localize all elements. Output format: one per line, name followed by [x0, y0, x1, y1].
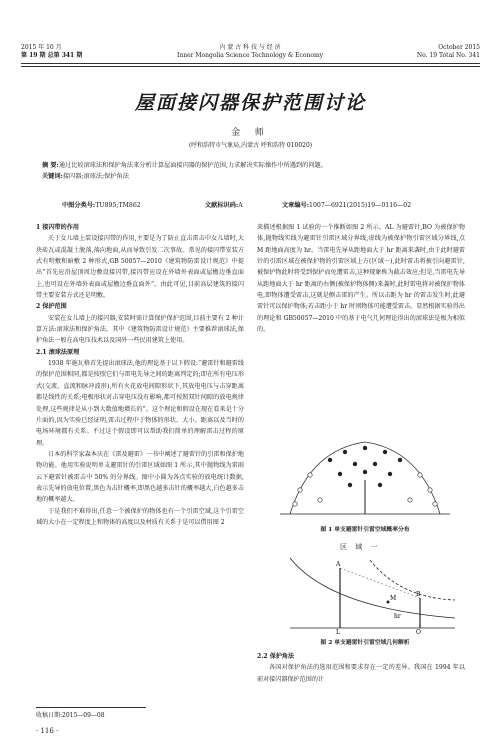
- figure-1-caption: 图 1 单支避雷针引雷空域概率分布: [320, 527, 410, 533]
- paragraph: 关于女儿墙上装设接闪带的作用,主要是为了防止直击雷击中女儿墙时,大块砖瓦或混凝土脱落,落向地面,从而导致引发二次事故。常见的接闪带安装方式有明敷和暗敷 2 种形式,GB 50057—2010《建筑物防雷设计规范》中提出“首先应沿屋顶周边敷设接闪带,接闪带应设在外墙外表面或屋檐边垂直面上,也可设在外墙外表面或屋檐边垂直面外”。由此可见,目前高层建筑的接闪带主要安装方式还是明敷。: [36, 235, 244, 300]
- section-heading-1: 1 接闪带的作用: [36, 224, 79, 231]
- article-number-label: 文章编号:: [282, 202, 310, 209]
- doc-code-label: 文献标识码:: [205, 202, 239, 209]
- classification: [62, 200, 141, 209]
- figure-1: [270, 430, 460, 520]
- keywords: [36, 171, 466, 182]
- classification-text: TU895;TM862: [95, 202, 141, 209]
- header-rule: [21, 63, 480, 64]
- journal-name-cn: 内 蒙 古 科 技 与 经 济: [219, 44, 281, 51]
- fig2-region-label: 区 域 一: [340, 543, 381, 551]
- keywords-text: 接闪器;滚球法;保护角法: [62, 173, 129, 180]
- journal-name-en: Inner Mongolia Science Technology & Economy: [176, 52, 324, 59]
- right-column-bottom: [257, 651, 465, 685]
- fig2-label-b: B: [416, 591, 421, 598]
- paragraph: 于是我们不难得出,任意一个被保护的物体也有一个引雷空域,这个引雷空域的大小在一定程度上和物体的高度以及材质有关系于是可以借用图 2: [36, 507, 244, 526]
- right-column: [257, 222, 465, 335]
- doc-code: [205, 200, 243, 209]
- fig2-label-hr: hr: [394, 613, 401, 620]
- article-number: [282, 200, 411, 209]
- classification-label: 中图分类号:: [62, 202, 96, 209]
- left-column: [36, 222, 244, 528]
- affiliation: (呼和浩特市气象局,内蒙古 呼和浩特 010020): [188, 142, 313, 149]
- journal-issue-en: No. 19 Total No. 341: [416, 52, 480, 59]
- paragraph: 各国对保护角法的选用范围和要求存在一定的差异。我国在 1994 年以前对接闪器保护范围的计: [257, 664, 465, 683]
- abstract-text: 通过比较滚球法和保护角法来分析计算屋面接闪器的保护范围,力求解决实际操作中所遇到的问题。: [58, 162, 327, 169]
- paragraph: 安装在女儿墙上的接闪器,安装时需计算保护保护范围,目前主要有 2 种计算方法:滚球法和保护角法。其中《建筑物防雷设计规范》主要推荐滚球法,保护角法一般在高电压技术以及国外一些民用建筑上使用。: [36, 314, 244, 345]
- fig2-label-m: M: [390, 595, 397, 602]
- journal-date-issue-en: [417, 44, 480, 60]
- subsection-heading-2-1: 2.1 滚球法原理: [36, 348, 80, 356]
- figure-2: [270, 538, 460, 634]
- keywords-label: 关键词:: [42, 173, 63, 180]
- received-date: 收稿日期:2015—09—08: [36, 712, 105, 719]
- journal-issue: 第 19 期 总第 341 期: [21, 52, 83, 59]
- abstract: [36, 160, 466, 171]
- journal-date-en: October 2015: [438, 44, 480, 51]
- figure-2-caption: 图 2 单支避雷针引雷空域几何解析: [320, 640, 410, 646]
- journal-name: [150, 44, 350, 60]
- header-rule-thin: [21, 66, 480, 67]
- article-number-text: 1007—6921(2015)19—0116—02: [309, 202, 412, 209]
- figure-2-graphic: [270, 538, 460, 634]
- author: 金 师: [231, 128, 270, 138]
- fig2-label-a: A: [336, 561, 341, 568]
- abstract-label: 摘 要:: [42, 162, 59, 169]
- fig2-label-l: L: [336, 629, 340, 634]
- journal-date-issue: [21, 44, 82, 60]
- paper-title: 屋面接闪器保护范围讨论: [134, 92, 366, 114]
- paragraph: 1938 年施瓦格首先提出滚球法,他的理论基于以下假设:“避雷针和避雷线的保护范围相同,都是按照它们与雷电先导之间的距离判定的;即在所有电压形式(交流、直流和脉冲波形),所有火花放电间隙形状下,其放电电压与击穿距离都是线性的关系;电极形状对击穿电压没有影响,都可按照双针间隙的放电规律处理,这些规律是从小到大数值地增长的”。这个理论和假设在现在看来是十分片面的,因为实验已经证明,雷击过程中于物体的形状、大小、距离以及当时的电场环境都有关系。不过这个假设即可以帮助我们简单的理解雷击过程的原理。: [36, 360, 244, 447]
- paragraph: 来描述根据图 1 试验的一个推断如图 2 所示。AL 为避雷针,BO 为被保护物体,抛物线实线为避雷针引雷区域分界线,虚线为被保护物引雷区域分界线,点 M 距地面高度为 hr。当雷电先导从距地面大于 hr 距离来袭时,由于此时避雷针的引雷区域在被保护物的引雷区域上方(区域一),此时雷击将被引向避雷针,被保护物此时将受到保护而免遭雷击,这种现象称为截击效应;但是,当雷电先导从距地面大于 hr 距离的右侧(被保护物体侧)来袭时,此时雷电将对被保护物体电,即物体遭受雷击,这就是侧击雷的产生。所以击距为 hr 的雷击发生时,此避雷针可以保护物体;若击距小于 hr 时则物体可能遭受雷击。显然根据实验得出的理论和 GB50057—2010 中的基于电气几何理论得出的滚球法是极为相似的。: [257, 224, 465, 334]
- fig2-label-o: O: [416, 629, 421, 634]
- journal-date: 2015 年 10 月: [21, 44, 62, 51]
- abstract-block: [36, 160, 466, 182]
- section-heading-2: 2 保护范围: [36, 303, 67, 311]
- footnote-rule: [36, 707, 146, 708]
- page-number: · 116 ·: [36, 727, 59, 735]
- subsection-heading-2-2: 2.2 保护角法: [257, 653, 295, 660]
- paragraph: 日本的科学家森本庆在《雷及避雷》一书中阐述了避雷针的引雷和保护地物功能。他用实验说明单支避雷针的引雷区域如图 1 所示,其中抛物线为雷雨云下避雷针被雷击中 50% 的分界线。图中小圆为各点实验的放电统计数据,表示先导的放电位置,黑色为击针概率,即黑色越多击针的概率越大,白色越多击地的概率越大。: [36, 450, 244, 504]
- figure-1-graphic: [270, 430, 460, 520]
- doc-code-text: A: [238, 202, 243, 209]
